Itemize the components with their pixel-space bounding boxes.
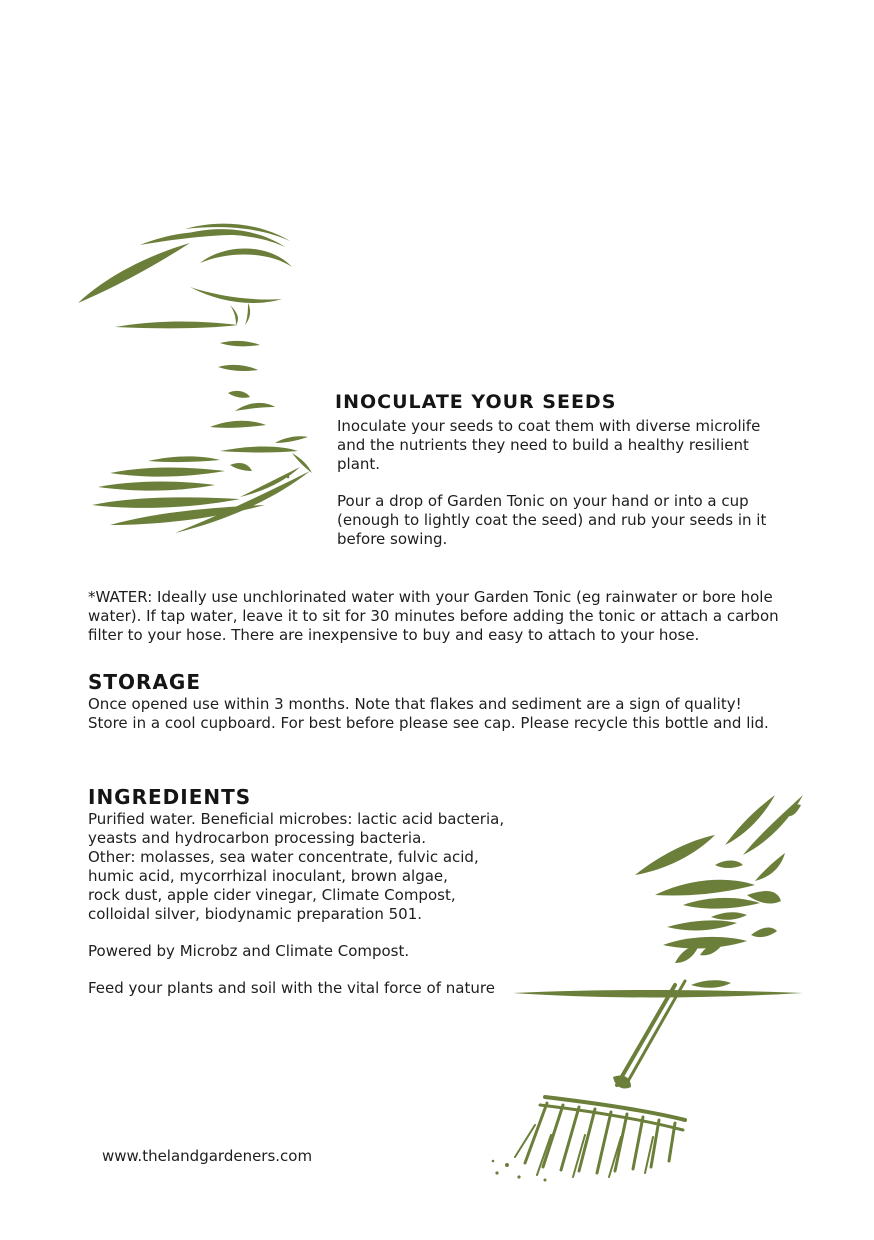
water-note-line: water). If tap water, leave it to sit for 30 minutes before adding the tonic or attach a carbon (88, 607, 779, 625)
ingredients-line: rock dust, apple cider vinegar, Climate Compost, (88, 886, 456, 904)
ingredients-line: humic acid, mycorrhizal inoculant, brown algae, (88, 867, 448, 885)
storage-title: STORAGE (88, 670, 202, 694)
hand-sowing-illustration (70, 215, 320, 560)
water-note-line: *WATER: Ideally use unchlorinated water with your Garden Tonic (eg rainwater or bore hole (88, 588, 773, 606)
website-link[interactable]: www.thelandgardeners.com (102, 1147, 313, 1165)
ingredients-title: INGREDIENTS (88, 785, 252, 809)
ingredients-line: Purified water. Beneficial microbes: lactic acid bacteria, (88, 810, 505, 828)
storage-line: Store in a cool cupboard. For best before please see cap. Please recycle this bottle and lid. (88, 714, 769, 732)
ingredients-line: yeasts and hydrocarbon processing bacteria. (88, 829, 427, 847)
inoculate-line: plant. (337, 455, 381, 473)
ingredients-line: Other: molasses, sea water concentrate, fulvic acid, (88, 848, 479, 866)
inoculate-line: Inoculate your seeds to coat them with diverse microlife (337, 417, 761, 435)
inoculate-line: (enough to lightly coat the seed) and rub your seeds in it (337, 511, 767, 529)
inoculate-line: and the nutrients they need to build a healthy resilient (337, 436, 749, 454)
tagline-text: Feed your plants and soil with the vital force of nature (88, 979, 495, 997)
inoculate-line: before sowing. (337, 530, 448, 548)
powered-by-text: Powered by Microbz and Climate Compost. (88, 942, 410, 960)
inoculate-body (337, 417, 766, 549)
storage-body (88, 695, 769, 733)
water-note-line: filter to your hose. There are inexpensive to buy and easy to attach to your hose. (88, 626, 700, 644)
inoculate-title: INOCULATE YOUR SEEDS (335, 391, 617, 413)
water-note (88, 588, 779, 645)
rake-illustration (485, 785, 810, 1185)
ingredients-line: colloidal silver, biodynamic preparation 501. (88, 905, 423, 923)
inoculate-line: Pour a drop of Garden Tonic on your hand or into a cup (337, 492, 749, 510)
storage-line: Once opened use within 3 months. Note that flakes and sediment are a sign of quality! (88, 695, 742, 713)
ingredients-body (88, 810, 504, 998)
